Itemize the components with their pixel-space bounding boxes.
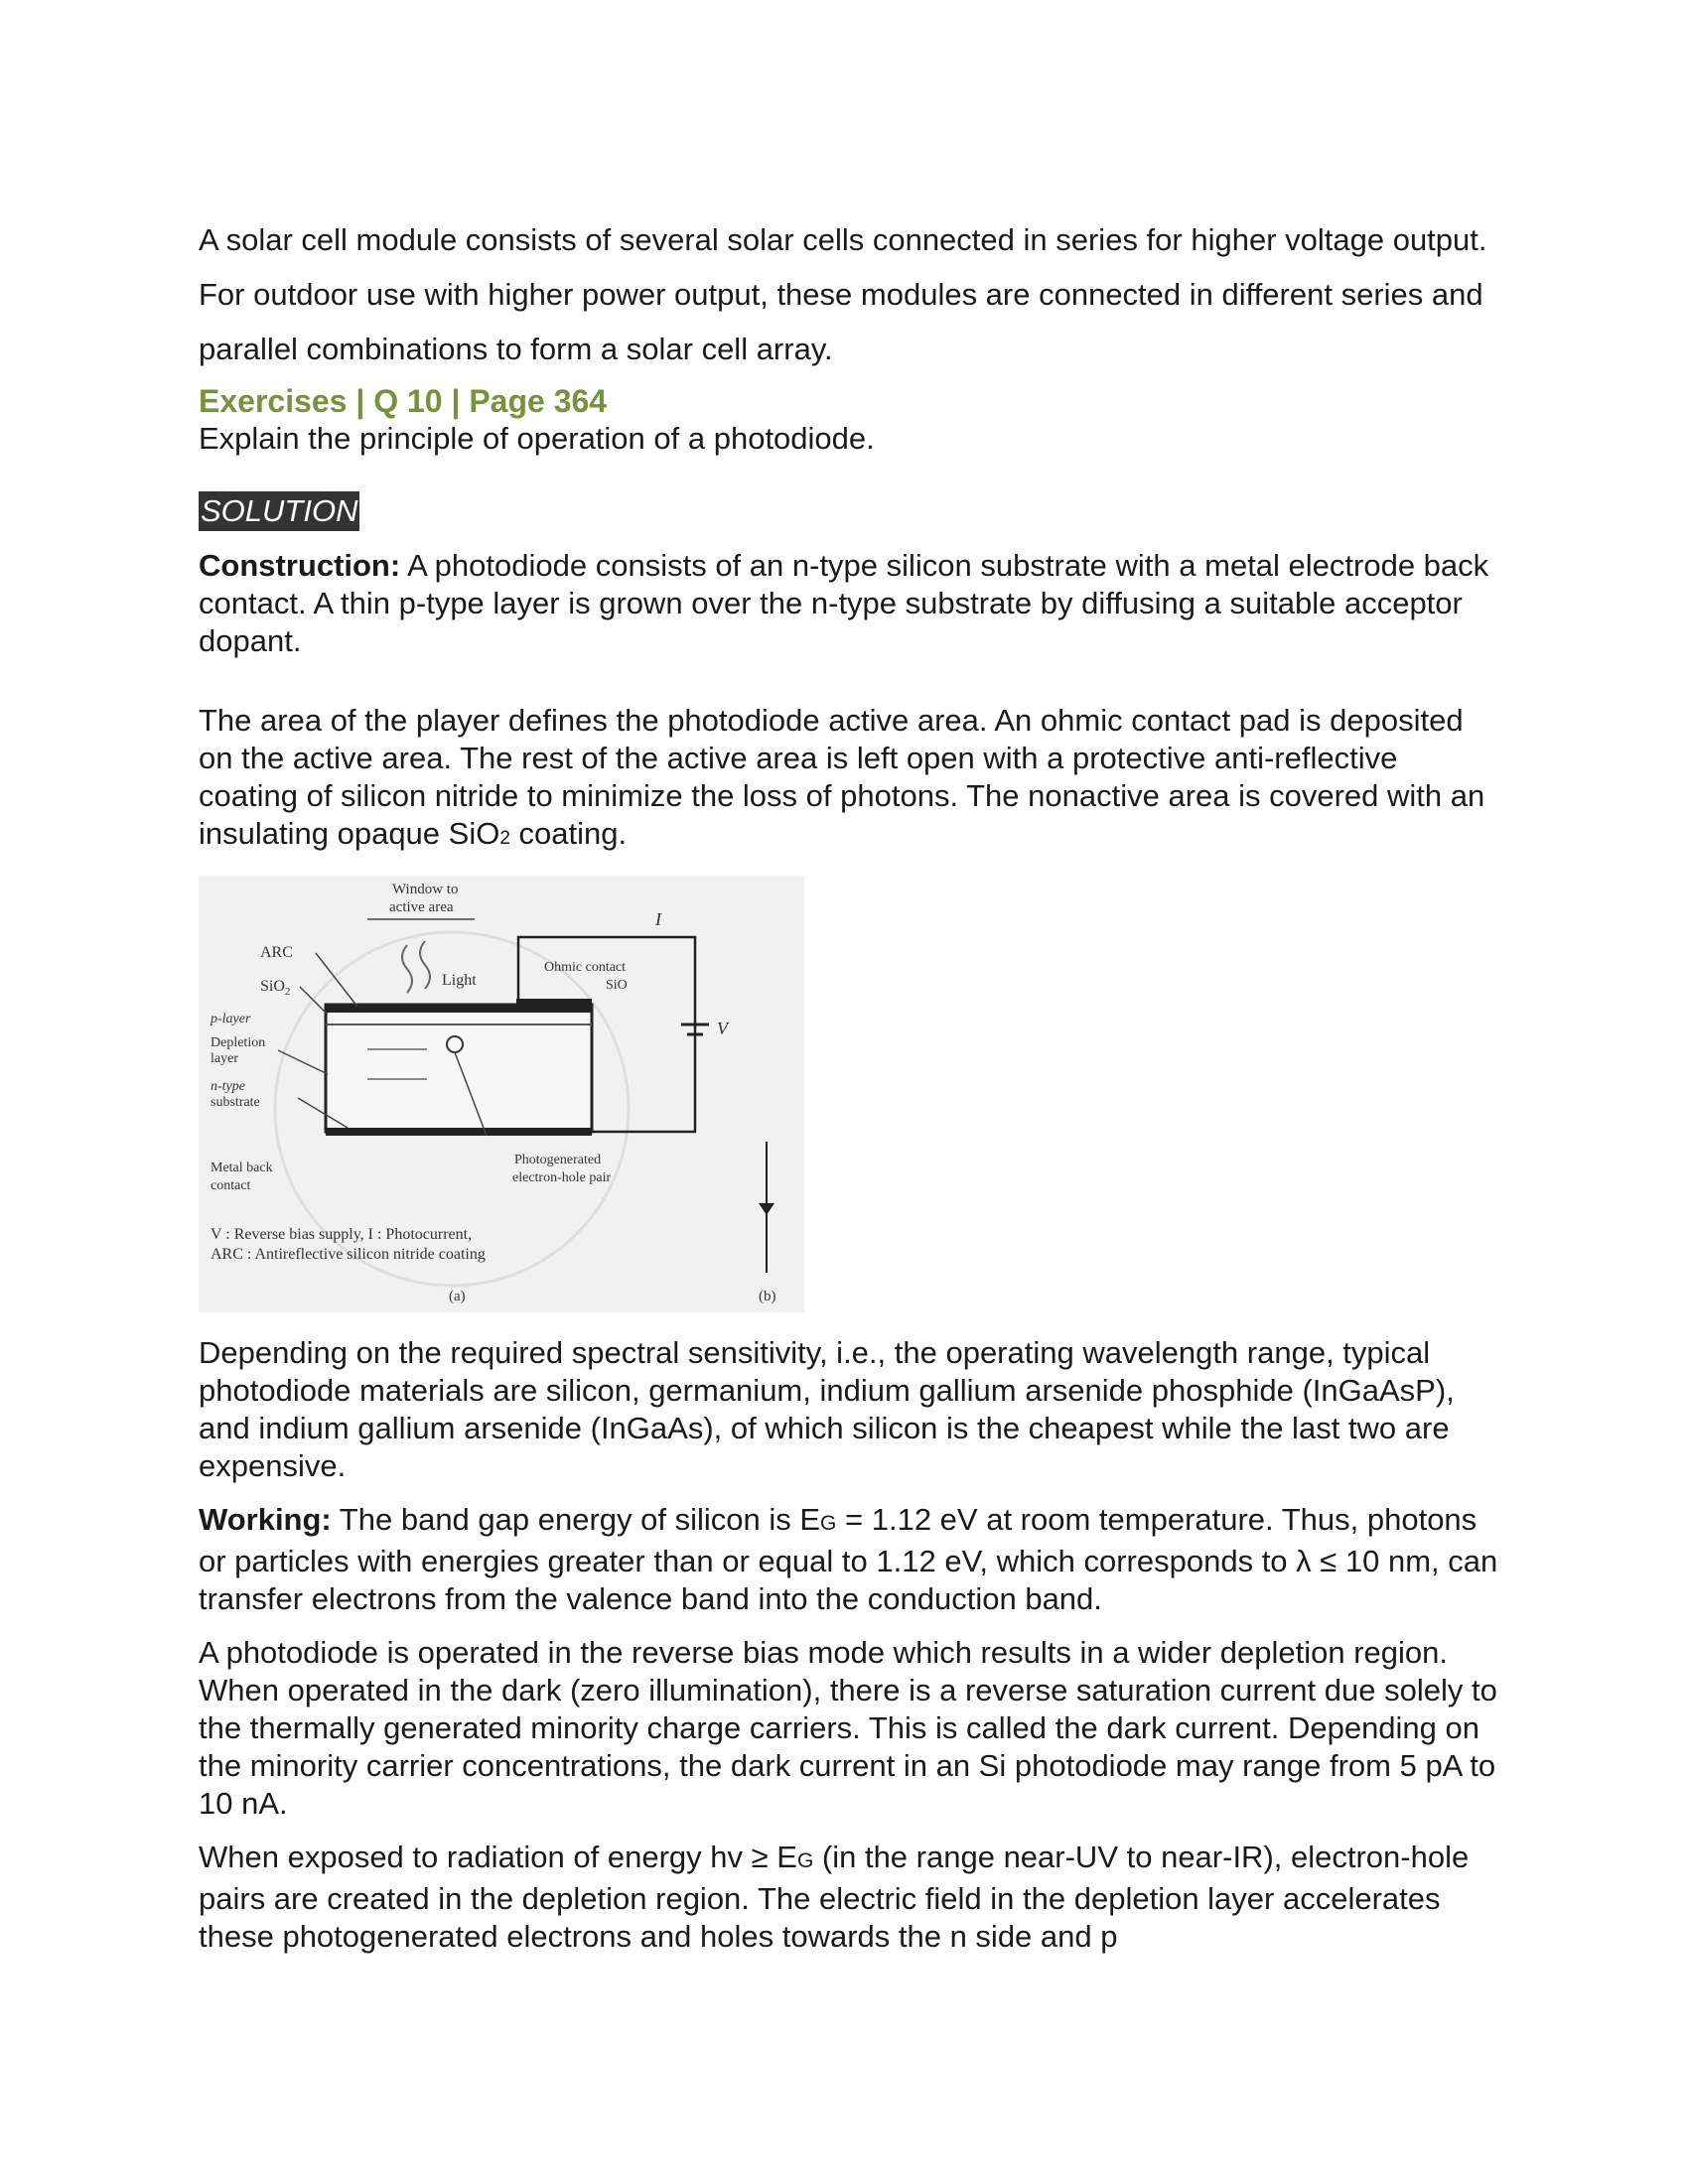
fig-light-label: Light [442,972,477,989]
exposed-text: When exposed to radiation of energy hv ≥ E [199,1840,797,1874]
construction-paragraph [199,547,1499,660]
fig-p-layer-label: p-layer [211,1012,251,1026]
active-area-subscript: 2 [499,828,510,849]
ohmic-contact-pad [516,999,592,1009]
fig-window-label-2: active area [389,899,454,915]
arc-pointer [316,953,357,1007]
working-text: The band gap energy of silicon is E [331,1502,821,1537]
fig-ntype-label-1: n-type [211,1079,245,1094]
substrate-pointer [278,1050,328,1074]
question-text: Explain the principle of operation of a photodiode. [199,421,875,456]
light-ray-2 [420,941,430,989]
working-subscript: G [820,1512,837,1535]
photodiode-diagram [199,876,804,1312]
fig-current-label: I [655,909,661,929]
construction-label: Construction: [199,548,401,583]
fig-label-b: (b) [759,1289,776,1304]
fig-sio2-right-label: SiO [606,978,628,993]
fig-sio2-label: SiO$_2$ [260,978,291,998]
photodiode-figure [199,876,804,1312]
fig-label-a: (a) [449,1289,466,1304]
solution-label: SOLUTION [199,491,359,531]
document-page [199,208,1499,1956]
working-label: Working: [199,1502,332,1537]
fig-ntype-label-2: substrate [211,1095,260,1110]
fig-photogen-label-1: Photogenerated [514,1153,602,1167]
fig-metal-label-1: Metal back [211,1160,273,1175]
construction-text: A photodiode consists of an n-type silicon substrate with a metal electrode back contact. A thin p-type layer is grown over the n-type substrate by diffusing a suitable acceptor dopant. [199,548,1489,658]
fig-window-label-1: Window to [392,882,459,897]
exercise-heading: Exercises | Q 10 | Page 364 [199,383,608,419]
intro-paragraph: A solar cell module consists of several solar cells connected in series for higher voltage output. For outdoor use with higher power output, these modules are connected in different series and parallel combinations to form a solar cell array. [199,222,1487,366]
exposed-paragraph [199,1839,1499,1956]
exposed-subscript: G [796,1849,814,1872]
active-area-text: The area of the player defines the photodiode active area. An ohmic contact pad is deposited on the active area. The rest of the active area is left open with a protective anti-reflective coating of silicon nitride to minimize the loss of photons. The nonactive area is covered with an insulating opaque SiO [199,703,1485,851]
fig-depletion-label-2: layer [211,1051,238,1066]
working-paragraph [199,1501,1499,1618]
fig-metal-label-2: contact [211,1178,251,1193]
working-text-end: = 1.12 eV at room temperature. Thus, photons or particles with energies greater than or equal to 1.12 eV, which corresponds to λ ≤ 10 nm, can transfer electrons from the valence band into the conduction band. [199,1502,1498,1616]
fig-ohmic-label: Ohmic contact [544,960,627,975]
active-area-text-end: coating. [509,816,628,851]
diode-symbol [759,1203,774,1215]
active-area-paragraph [199,702,1499,858]
fig-photogen-label-2: electron-hole pair [512,1170,612,1185]
fig-arc-label: ARC [260,944,293,961]
light-ray-1 [402,945,412,993]
materials-paragraph: Depending on the required spectral sensitivity, i.e., the operating wavelength range, typical photodiode materials are silicon, germanium, indium gallium arsenide phosphide (InGaAsP), and indium gallium arsenide (InGaAs), of which silicon is the cheapest while the last two are expensive. [199,1335,1455,1483]
exposed-text-end: (in the range near-UV to near-IR), electron-hole pairs are created in the depletion region. The electric field in the depletion layer accelerates these photogenerated electrons and holes towards the n side and p [199,1840,1470,1954]
fig-voltage-label: V [717,1019,728,1038]
reverse-bias-paragraph: A photodiode is operated in the reverse bias mode which results in a wider depletion region. When operated in the dark (zero illumination), there is a reverse saturation current due solely to the thermally generated minority charge carriers. This is called the dark current. Depending on the minority carrier concentrations, the dark current in an Si photodiode may range from 5 pA to 10 nA. [199,1635,1497,1821]
fig-depletion-label-1: Depletion [211,1035,266,1050]
metal-back-contact [326,1128,592,1136]
fig-legend-1: V : Reverse bias supply, I : Photocurrent, [211,1226,473,1243]
fig-legend-2: ARC : Antireflective silicon nitride coating [211,1246,486,1263]
